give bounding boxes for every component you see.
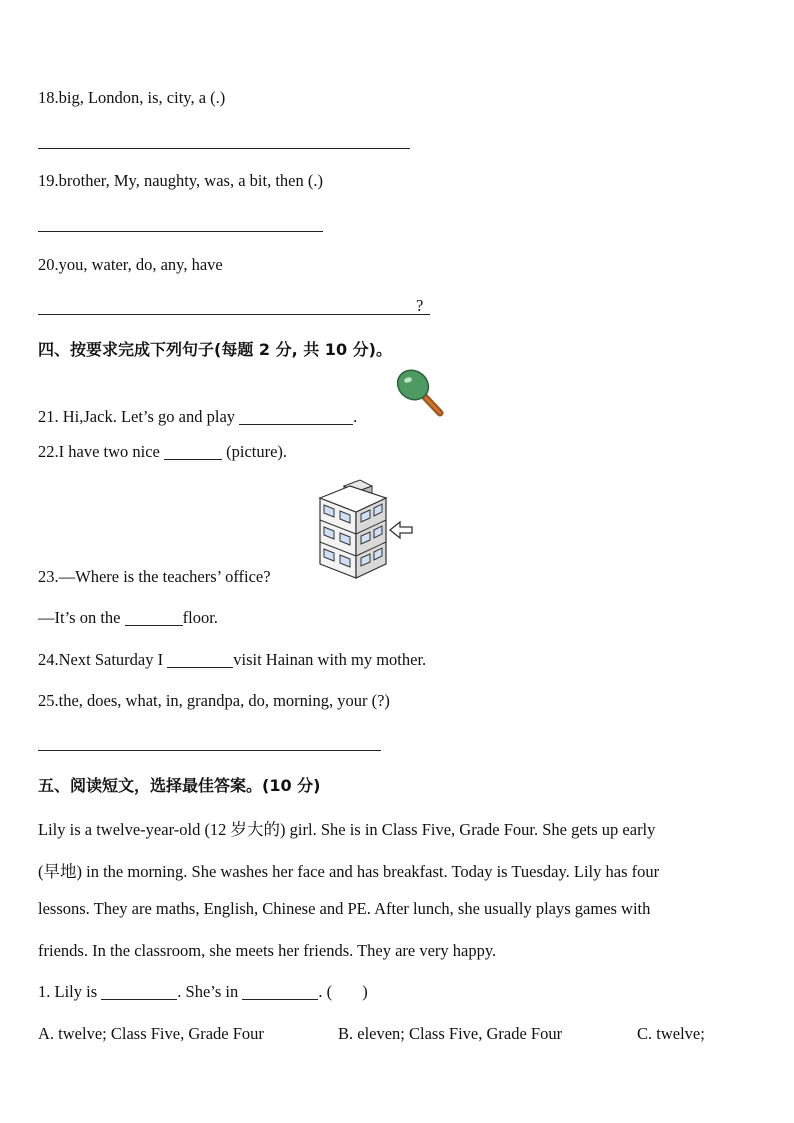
question-21 [38,407,357,427]
reading-question-1-paren-close: ) [362,982,368,1001]
ping-pong-paddle-icon [396,368,446,418]
section-5-heading: 五、阅读短文，选择最佳答案。(10 分) [38,776,321,795]
option-c[interactable]: C. twelve; [637,1024,705,1043]
reading-question-1-paren-open: . ( [318,982,333,1001]
question-18: 18.big, London, is, city, a (.) [38,88,226,107]
arrow-left-icon [390,522,412,538]
option-a[interactable]: A. twelve; Class Five, Grade Four [38,1024,264,1043]
question-21-text: 21. Hi,Jack. Let’s go and play [38,407,236,426]
question-23-answer [38,608,218,628]
passage-line-3: lessons. They are maths, English, Chinese and PE. After lunch, she usually plays games with [38,899,651,918]
question-19: 19.brother, My, naughty, was, a bit, then (.) [38,171,323,190]
question-22-hint: (picture). [226,442,288,461]
question-21-period: . [353,407,358,426]
question-25: 25.the, does, what, in, grandpa, do, morning, your (?) [38,691,390,710]
question-20-mark: ? [416,296,424,315]
reading-question-1-text: 1. Lily is [38,982,98,1001]
question-23-answer-end: floor. [182,608,218,627]
answer-line-18[interactable] [38,148,410,149]
question-22 [38,442,287,462]
reading-question-1 [38,982,368,1002]
question-20: 20.you, water, do, any, have [38,255,223,274]
answer-blank-r1b[interactable] [242,983,318,1001]
answer-blank-21[interactable] [239,408,353,426]
answer-line-20[interactable] [38,314,430,315]
reading-question-1-mid: . She’s in [177,982,239,1001]
question-24 [38,650,426,670]
section-4-heading: 四、按要求完成下列句子(每题 2 分, 共 10 分)。 [38,340,392,359]
answer-line-19[interactable] [38,231,323,232]
question-22-text: 22.I have two nice [38,442,160,461]
answer-line-25[interactable] [38,750,381,751]
question-24-text: 24.Next Saturday I [38,650,164,669]
option-b[interactable]: B. eleven; Class Five, Grade Four [338,1024,563,1043]
question-23-answer-text: —It’s on the [38,608,121,627]
passage-line-4: friends. In the classroom, she meets her friends. They are very happy. [38,941,497,960]
answer-blank-23[interactable] [125,609,183,627]
answer-blank-22[interactable] [164,443,222,461]
passage-line-2: (早地) in the morning. She washes her face and has breakfast. Today is Tuesday. Lily has four [38,862,660,881]
passage-line-1: Lily is a twelve-year-old (12 岁大的) girl. She is in Class Five, Grade Four. She gets up early [38,820,656,839]
question-23: 23.—Where is the teachers’ office? [38,567,271,586]
answer-blank-r1a[interactable] [101,983,177,1001]
building-icon [316,478,416,582]
answer-blank-24[interactable] [167,651,233,669]
question-24-end: visit Hainan with my mother. [233,650,427,669]
